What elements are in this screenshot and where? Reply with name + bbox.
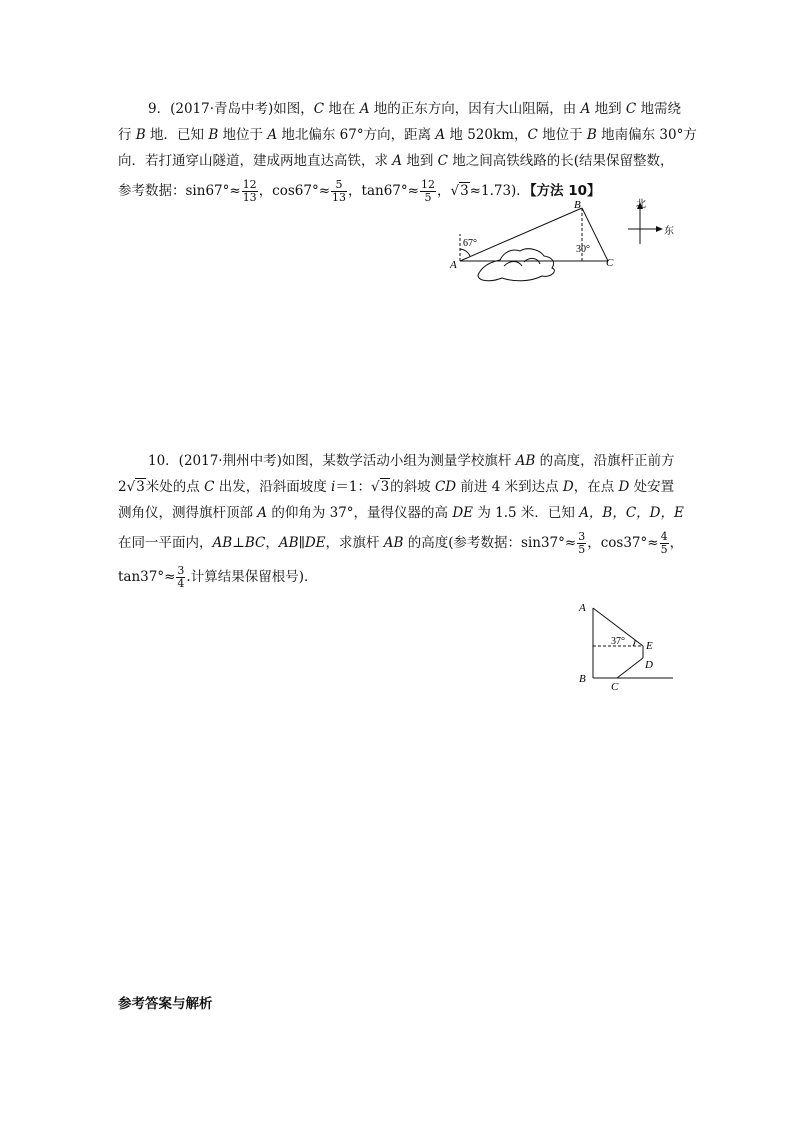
figure-9 bbox=[448, 196, 688, 288]
q9-var: C bbox=[437, 153, 448, 169]
q10-text: 出发，沿斜面坡度 bbox=[214, 479, 332, 495]
numerator: 3 bbox=[177, 564, 185, 577]
q9-text: 9．(2017·青岛中考)如图， bbox=[148, 101, 314, 117]
q10-var: DE bbox=[452, 505, 474, 521]
denominator: 5 bbox=[660, 543, 668, 556]
q9-var: A bbox=[359, 101, 370, 117]
q9-var: B bbox=[208, 127, 219, 143]
fraction bbox=[420, 179, 436, 204]
q10-text: 的高度，沿旗杆正前方 bbox=[535, 453, 675, 469]
fraction bbox=[242, 179, 258, 204]
q10-text: 测角仪，测得旗杆顶部 bbox=[118, 505, 258, 521]
numerator: 4 bbox=[660, 530, 668, 543]
radicand: 3 bbox=[380, 479, 390, 495]
q9-text: 地位于 bbox=[537, 127, 587, 143]
question-10 bbox=[118, 448, 684, 594]
q9-var: B bbox=[135, 127, 146, 143]
radicand: 3 bbox=[136, 479, 145, 495]
q9-var: A bbox=[392, 153, 403, 169]
q10-text: 米处的点 bbox=[145, 479, 205, 495]
q10-var: A bbox=[257, 505, 268, 521]
compass-arrow-east bbox=[656, 226, 663, 232]
angle-arc-a bbox=[460, 249, 470, 256]
q10-text: ，在点 bbox=[573, 479, 619, 495]
q9-var: C bbox=[313, 101, 325, 117]
label-c: C bbox=[606, 257, 614, 269]
q9-line2 bbox=[118, 122, 697, 148]
q10-text: 为 1.5 米．已知 bbox=[473, 505, 580, 521]
numerator: 3 bbox=[578, 530, 586, 543]
q10-text: ，求旗杆 bbox=[325, 535, 384, 551]
fraction bbox=[331, 179, 347, 204]
q10-text: 的高度(参考数据：sin37°≈ bbox=[403, 535, 577, 551]
q9-text: 地 520km， bbox=[445, 127, 528, 143]
q9-text: 地到 bbox=[590, 101, 626, 117]
q9-var: C bbox=[527, 127, 538, 143]
q9-line1 bbox=[118, 96, 682, 122]
numerator: 12 bbox=[242, 178, 257, 191]
q10-var: AB bbox=[515, 453, 536, 469]
answer-heading: 参考答案与解析 bbox=[118, 996, 213, 1012]
q10-text: 10．(2017·荆州中考)如图，某数学活动小组为测量学校旗杆 bbox=[148, 453, 516, 469]
q10-text: ， bbox=[669, 535, 684, 551]
q10-var: D bbox=[562, 479, 574, 495]
label-c: C bbox=[611, 681, 619, 692]
q9-text: 地位于 bbox=[218, 127, 268, 143]
q10-line4 bbox=[118, 526, 684, 560]
segment-cd bbox=[617, 658, 643, 678]
angle-30: 30° bbox=[576, 244, 590, 255]
q10-var: C bbox=[204, 479, 215, 495]
q10-var: AB bbox=[212, 535, 233, 551]
q9-text: 地南偏东 30°方 bbox=[596, 127, 697, 143]
q10-text: 的斜坡 bbox=[390, 479, 435, 495]
q10-line1 bbox=[118, 448, 678, 474]
q10-var: A，B，C，D，E bbox=[579, 505, 684, 521]
angle-37: 37° bbox=[611, 636, 625, 647]
segment-ab bbox=[460, 208, 582, 261]
q9-text: 地在 bbox=[324, 101, 360, 117]
figure-10 bbox=[575, 598, 679, 692]
q10-text: ∥ bbox=[298, 535, 305, 551]
q10-text: .计算结果保留根号)． bbox=[186, 569, 318, 585]
q10-line5 bbox=[118, 560, 678, 594]
sqrt: √3 bbox=[370, 479, 390, 495]
sqrt: √3 bbox=[450, 183, 469, 199]
denominator: 13 bbox=[332, 191, 347, 204]
q9-var: B bbox=[586, 127, 597, 143]
q10-var: i bbox=[331, 479, 336, 495]
q9-line3 bbox=[118, 148, 678, 174]
fraction bbox=[577, 531, 586, 556]
label-e: E bbox=[646, 640, 653, 652]
label-a: A bbox=[579, 602, 586, 614]
label-east: 东 bbox=[664, 226, 674, 237]
mountain bbox=[478, 249, 554, 281]
q9-text: 地之间高铁线路的长(结果保留整数， bbox=[447, 153, 674, 169]
q9-text: 地到 bbox=[402, 153, 438, 169]
q9-text: ≈1.73)． bbox=[469, 183, 530, 199]
q9-text: 向．若打通穿山隧道，建成两地直达高铁，求 bbox=[118, 153, 393, 169]
q10-line2 bbox=[118, 474, 678, 500]
q9-var: A bbox=[267, 127, 278, 143]
question-9 bbox=[118, 96, 697, 208]
q10-var: DE bbox=[304, 535, 326, 551]
angle-arc bbox=[633, 640, 635, 646]
label-d: D bbox=[645, 659, 653, 671]
q10-line3 bbox=[118, 500, 684, 526]
q10-text: ，cos37°≈ bbox=[587, 535, 659, 551]
q10-text: 2 bbox=[118, 479, 127, 495]
mountain-detail bbox=[504, 258, 540, 266]
q10-var: BC bbox=[244, 535, 266, 551]
sqrt: √3 bbox=[126, 479, 145, 495]
q9-text: ，cos67°≈ bbox=[258, 183, 331, 199]
denominator: 5 bbox=[578, 543, 586, 556]
denominator: 5 bbox=[424, 191, 432, 204]
label-a: A bbox=[450, 259, 457, 271]
q9-text: 地北偏东 67°方向，距离 bbox=[277, 127, 436, 143]
q9-var: C bbox=[625, 101, 637, 117]
fraction bbox=[660, 531, 669, 556]
q9-text: 参考数据：sin67°≈ bbox=[118, 183, 241, 199]
label-b: B bbox=[574, 199, 581, 211]
radicand: 3 bbox=[460, 183, 469, 199]
label-b: B bbox=[579, 673, 586, 685]
fraction bbox=[176, 565, 185, 590]
q9-text: 地．已知 bbox=[145, 127, 209, 143]
q10-text: 前进 4 米到达点 bbox=[456, 479, 563, 495]
denominator: 13 bbox=[242, 191, 257, 204]
q10-text: ， bbox=[265, 535, 279, 551]
numerator: 5 bbox=[331, 179, 347, 192]
q9-var: A bbox=[580, 101, 591, 117]
q10-text: 处安置 bbox=[629, 479, 675, 495]
q10-text: ⊥ bbox=[232, 535, 245, 551]
q10-var: AB bbox=[383, 535, 404, 551]
q10-text: ＝1： bbox=[335, 479, 371, 495]
label-north: 北 bbox=[636, 199, 646, 210]
q9-text: ， bbox=[436, 183, 451, 199]
q10-var: AB bbox=[278, 535, 299, 551]
q10-text: 在同一平面内， bbox=[118, 535, 213, 551]
q9-text: 地需绕 bbox=[636, 101, 682, 117]
q10-var: D bbox=[618, 479, 630, 495]
angle-67: 67° bbox=[463, 238, 477, 249]
q10-text: 的仰角为 37°，量得仪器的高 bbox=[267, 505, 453, 521]
q9-var: A bbox=[435, 127, 446, 143]
q9-text: ，tan67°≈ bbox=[348, 183, 419, 199]
method-tag: 【方法 10】 bbox=[529, 183, 601, 199]
q10-var: CD bbox=[434, 479, 457, 495]
q9-text: 行 bbox=[118, 127, 136, 143]
numerator: 12 bbox=[420, 178, 435, 191]
q9-text: 地的正东方向，因有大山阻隔，由 bbox=[369, 101, 581, 117]
denominator: 4 bbox=[177, 577, 185, 590]
q10-text: tan37°≈ bbox=[118, 569, 176, 585]
